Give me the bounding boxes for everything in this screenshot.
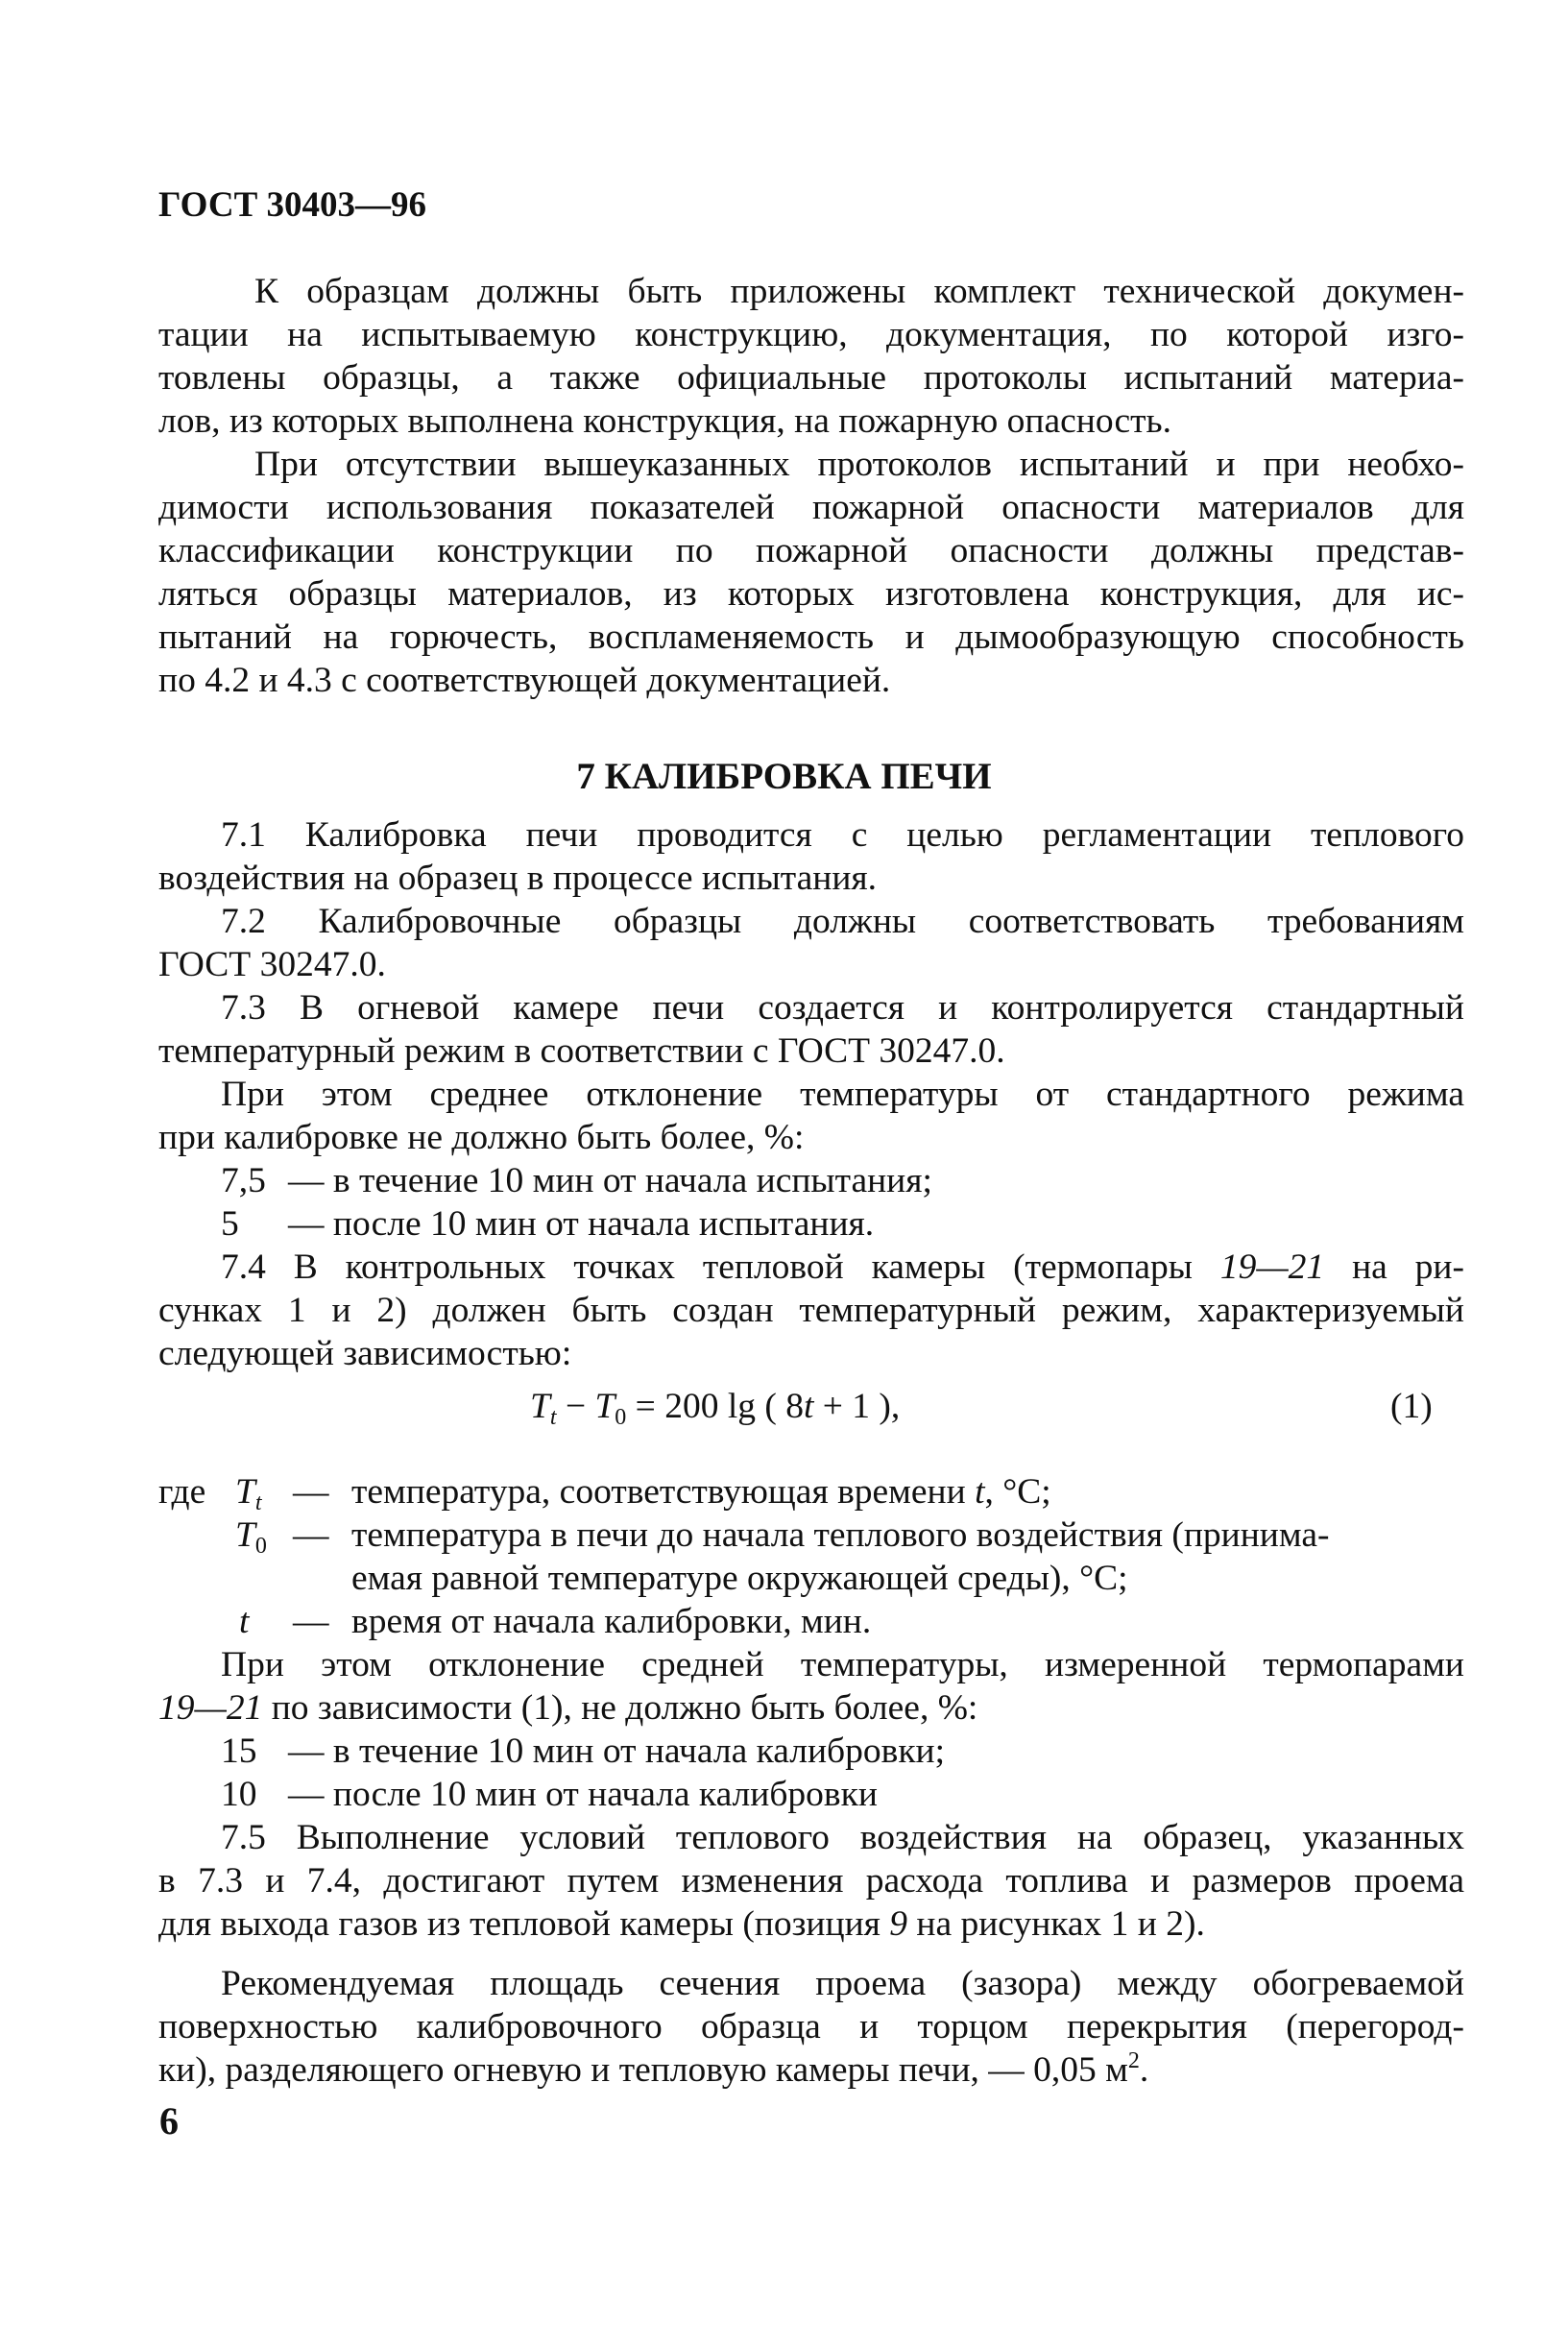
text-line: товлены образцы, а также официальные протоколы испытаний материа- bbox=[158, 358, 1464, 398]
text-line: ки), разделяющего огневую и тепловую камеры печи, — 0,05 $м^2$. bbox=[158, 2048, 1149, 2090]
text-line: поверхностью калибровочного образца и торцом перекрытия (перегород- bbox=[158, 2007, 1464, 2046]
deviation-text: — в течение 10 мин от начала испытания; bbox=[288, 1161, 932, 1200]
text-line: При отсутствии вышеуказанных протоколов испытаний и при необхо- bbox=[254, 445, 1464, 484]
symbol: $T_t$ bbox=[235, 1472, 262, 1515]
page-number: 6 bbox=[159, 2099, 179, 2143]
deviation-value: 10 bbox=[221, 1775, 257, 1814]
text-line: 7.5 Выполнение условий теплового воздействия на образец, указанных bbox=[221, 1818, 1464, 1857]
equation-number: (1) bbox=[1390, 1387, 1433, 1426]
text-line: классификации конструкции по пожарной опасности должны представ- bbox=[158, 531, 1464, 570]
deviation-text: — в течение 10 мин от начала калибровки; bbox=[288, 1731, 946, 1771]
text-line: 7.3 В огневой камере печи создается и контролируется стандартный bbox=[221, 988, 1464, 1028]
text-line: пытаний на горючесть, воспламеняемость и дымообразующую способность bbox=[158, 618, 1464, 657]
dash: — bbox=[293, 1472, 329, 1512]
text-line: температура, соответствующая времени t, °С; bbox=[351, 1472, 1051, 1512]
text-line: сунках 1 и 2) должен быть создан температурный режим, характеризуемый bbox=[158, 1291, 1464, 1330]
text-line: При этом среднее отклонение температуры от стандартного режима bbox=[221, 1075, 1464, 1114]
formula: $T_t - T_0 = 200$ lg ( 8t + 1 ), bbox=[530, 1387, 901, 1430]
text-line: ляться образцы материалов, из которых изготовлена конструкция, для ис- bbox=[158, 574, 1464, 614]
text-line: для выхода газов из тепловой камеры (позиция 9 на рисунках 1 и 2). bbox=[158, 1904, 1205, 1944]
text-line: При этом отклонение средней температуры, измеренной термопарами bbox=[221, 1645, 1464, 1684]
text-line: 7.2 Калибровочные образцы должны соответствовать требованиям bbox=[221, 902, 1464, 941]
text-line: при калибровке не должно быть более, %: bbox=[158, 1118, 805, 1157]
text-line: время от начала калибровки, мин. bbox=[351, 1602, 872, 1641]
text-line: тации на испытываемую конструкцию, документация, по которой изго- bbox=[158, 315, 1464, 354]
section-title: 7 КАЛИБРОВКА ПЕЧИ bbox=[576, 756, 992, 797]
deviation-text: — после 10 мин от начала испытания. bbox=[288, 1204, 875, 1244]
text-line: емая равной температуре окружающей среды), °С; bbox=[351, 1559, 1128, 1598]
text-line: в 7.3 и 7.4, достигают путем изменения расхода топлива и размеров проема bbox=[158, 1861, 1464, 1901]
text-line: следующей зависимостью: bbox=[158, 1334, 572, 1373]
text-line: 7.1 Калибровка печи проводится с целью регламентации теплового bbox=[221, 815, 1464, 855]
text-line: 7.4 В контрольных точках тепловой камеры (термопары 19—21 на ри- bbox=[221, 1247, 1464, 1287]
text-line: воздействия на образец в процессе испытания. bbox=[158, 859, 878, 898]
document-header: ГОСТ 30403—96 bbox=[158, 185, 426, 225]
text-line: Рекомендуемая площадь сечения проема (зазора) между обогреваемой bbox=[221, 1964, 1464, 2003]
text-line: ГОСТ 30247.0. bbox=[158, 945, 386, 984]
deviation-value: 15 bbox=[221, 1731, 257, 1771]
where-label: где bbox=[158, 1472, 206, 1512]
deviation-text: — после 10 мин от начала калибровки bbox=[288, 1775, 878, 1814]
text-line: по 4.2 и 4.3 с соответствующей документацией. bbox=[158, 661, 891, 700]
text-line: К образцам должны быть приложены комплект технической докумен- bbox=[254, 272, 1464, 311]
symbol: t bbox=[239, 1602, 250, 1641]
text-line: димости использования показателей пожарной опасности материалов для bbox=[158, 488, 1464, 527]
dash: — bbox=[293, 1602, 329, 1641]
text-line: температурный режим в соответствии с ГОСТ 30247.0. bbox=[158, 1031, 1005, 1071]
symbol: $T_0$ bbox=[235, 1515, 267, 1559]
text-line: лов, из которых выполнена конструкция, на пожарную опасность. bbox=[158, 401, 1172, 441]
deviation-value: 5 bbox=[221, 1204, 239, 1244]
deviation-value: 7,5 bbox=[221, 1161, 266, 1200]
text-line: температура в печи до начала теплового воздействия (принима- bbox=[351, 1515, 1330, 1555]
dash: — bbox=[293, 1515, 329, 1555]
text-line: 19—21 по зависимости (1), не должно быть более, %: bbox=[158, 1688, 978, 1728]
